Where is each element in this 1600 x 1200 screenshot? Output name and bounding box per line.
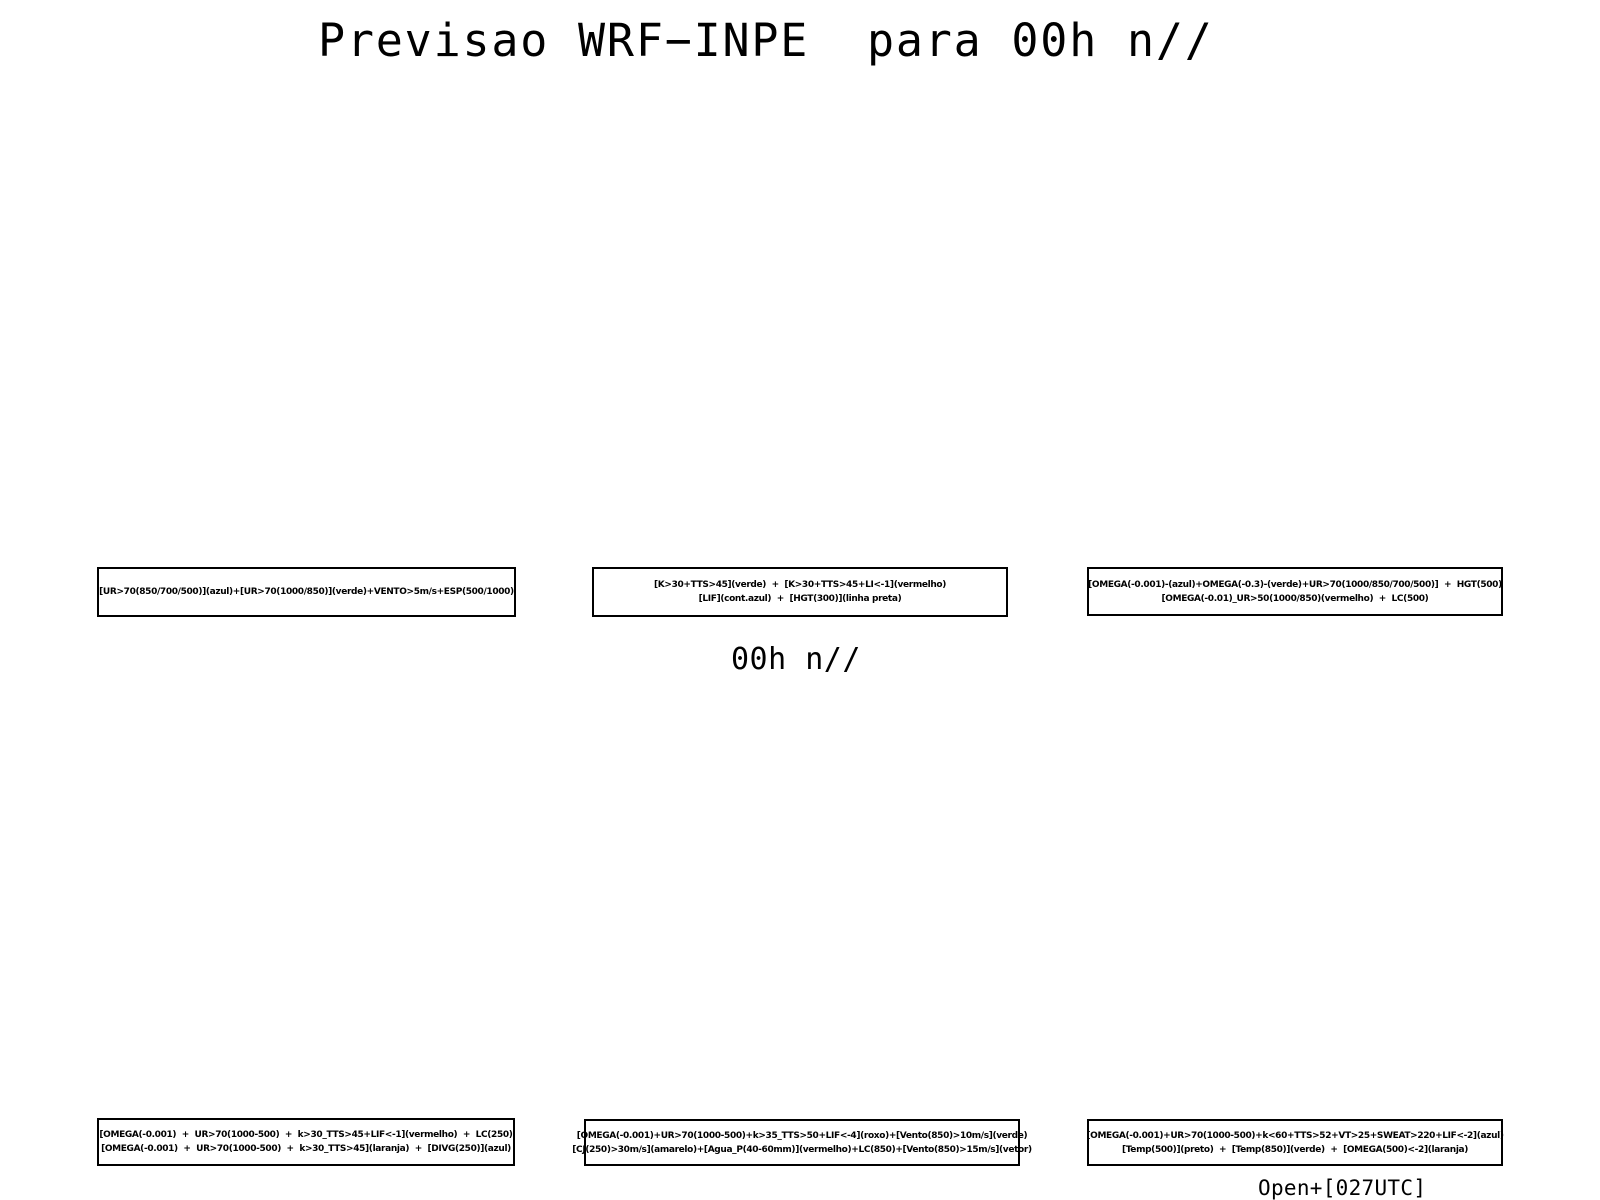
legend-box-top-center <box>592 567 1008 617</box>
legend-line: [K>30+TTS>45](verde) + [K>30+TTS>45+LI<-1](vermelho) <box>654 580 946 590</box>
legend-box-bottom-right <box>1087 1119 1503 1166</box>
legend-box-top-left <box>97 567 516 617</box>
legend-box-bottom-left <box>97 1118 515 1166</box>
legend-line: [Temp(500)](preto) + [Temp(850)](verde) + [OMEGA(500)<-2](laranja) <box>1121 1144 1469 1155</box>
legend-line: [OMEGA(-0.001) + UR>70(1000-500) + k>30_TTS>45](laranja) + [DIVG(250)](azul) <box>101 1144 511 1154</box>
legend-box-bottom-center <box>572 1119 1032 1166</box>
footer-time-label: Open+[027UTC] <box>1258 1176 1427 1200</box>
legend-line: [UR>70(850/700/500)](azul)+[UR>70(1000/850)](verde)+VENTO>5m/s+ESP(500/1000) <box>99 587 514 597</box>
legend-line: [OMEGA(-0.001)+UR>70(1000-500)+k>35_TTS>50+LIF<-4](roxo)+[Vento(850)>10m/s](verde) <box>576 1130 1028 1141</box>
legend-line: [OMEGA(-0.001) + UR>70(1000-500) + k>30_TTS>45+LIF<-1](vermelho) + LC(250) <box>99 1130 513 1140</box>
legend-line: [LIF](cont.azul) + [HGT(300)](linha preta) <box>698 594 902 604</box>
page-title: Previsao WRF−INPE para 00h n// <box>318 14 1214 67</box>
legend-box-top-right <box>1087 567 1503 616</box>
legend-line: [OMEGA(-0.001)+UR>70(1000-500)+k<60+TTS>52+VT>25+SWEAT>220+LIF<-2](azul) <box>1086 1130 1504 1141</box>
legend-line: [CJ(250)>30m/s](amarelo)+[Agua_P(40-60mm)](vermelho)+LC(850)+[Vento(850)>15m/s](vetor) <box>572 1144 1032 1155</box>
legend-line: [OMEGA(-0.01)_UR>50(1000/850)(vermelho) + LC(500) <box>1161 593 1429 604</box>
legend-line: [OMEGA(-0.001)-(azul)+OMEGA(-0.3)-(verde)+UR>70(1000/850/700/500)] + HGT(500) <box>1088 579 1502 590</box>
center-time-label: 00h n// <box>731 642 861 677</box>
